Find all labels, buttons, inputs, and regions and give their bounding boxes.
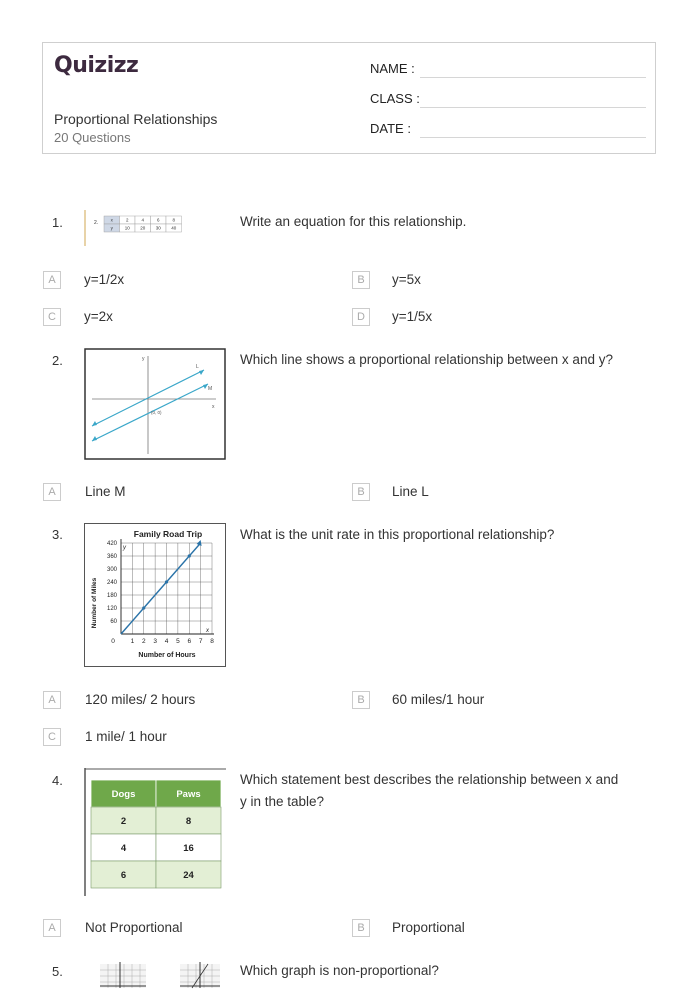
name-line[interactable] (420, 77, 646, 78)
family-road-trip-chart (84, 523, 226, 667)
worksheet-title: Proportional Relationships (54, 111, 218, 127)
q4-option-a-box[interactable]: A (43, 919, 61, 937)
q1-table-label: 2. (94, 220, 99, 226)
question-2-graph (84, 348, 226, 465)
q1-option-c-text[interactable]: y=2x (84, 309, 113, 324)
question-4-text-line-2: y in the table? (240, 794, 325, 809)
q2-line-label-l: L (196, 364, 199, 370)
q1-table-cell: 30 (155, 225, 161, 231)
q4-option-a-text[interactable]: Not Proportional (85, 920, 183, 935)
chart-x-tick-label: 1 (130, 638, 135, 645)
chart-y-tick-label: 240 (106, 580, 117, 586)
q1-table-cell: 4 (141, 217, 145, 223)
q4-option-b-box[interactable]: B (352, 919, 370, 937)
q3-option-a-box[interactable]: A (43, 691, 61, 709)
q1-option-a-text[interactable]: y=1/2x (84, 272, 125, 287)
question-4-text-line-1: Which statement best describes the relationship between x and (240, 772, 619, 787)
class-line[interactable] (420, 107, 646, 108)
q4-cell-text: 8 (185, 816, 192, 827)
q1-option-b-text[interactable]: y=5x (392, 272, 421, 287)
class-field[interactable] (370, 91, 420, 106)
quizizz-logo: Quizizz (54, 53, 139, 78)
q2-y-axis-label: y (142, 356, 145, 362)
q4-cell-text: 6 (120, 870, 127, 881)
q1-table-cell: x (110, 217, 113, 223)
q4-cell-text: 4 (120, 843, 127, 854)
chart-x-tick-label: 4 (164, 638, 169, 645)
q1-table-cell: 10 (124, 225, 130, 231)
chart-y-tick-label: 300 (106, 567, 117, 573)
q1-table-cell: 20 (140, 225, 146, 231)
q2-option-a-text[interactable]: Line M (85, 484, 126, 499)
q1-table-cell: 2 (125, 217, 129, 223)
date-field[interactable] (370, 121, 411, 136)
q2-option-b-box[interactable]: B (352, 483, 370, 501)
question-2-graph-svg (84, 348, 226, 460)
q4-header-text: Paws (176, 789, 201, 800)
question-1-text: Write an equation for this relationship. (240, 214, 467, 229)
question-3-text: What is the unit rate in this proportional relationship? (240, 527, 555, 542)
q5-graph-2 (180, 962, 220, 988)
q1-option-a-box[interactable]: A (43, 271, 61, 289)
q5-graph-1 (100, 962, 146, 988)
question-1-number: 1. (52, 215, 63, 230)
q3-option-c-box[interactable]: C (43, 728, 61, 746)
chart-x-label: Number of Hours (138, 652, 196, 659)
q1-option-d-text[interactable]: y=1/5x (392, 309, 433, 324)
chart-y-tick-label: 120 (106, 606, 117, 612)
q1-table-cell: 6 (156, 217, 160, 223)
question-1-image (84, 208, 214, 246)
class-label: CLASS : (370, 91, 420, 106)
question-1-table-image (84, 208, 214, 246)
chart-y-axis-letter: y (123, 545, 126, 551)
chart-data-point (142, 606, 145, 609)
question-4-table-image (84, 768, 226, 901)
question-4-text (240, 769, 618, 813)
question-5-number: 5. (52, 964, 63, 979)
name-label: NAME : (370, 61, 415, 76)
q2-option-a-box[interactable]: A (43, 483, 61, 501)
worksheet-header (42, 42, 656, 154)
q4-cell-text: 2 (120, 816, 127, 827)
chart-y-tick-label: 360 (106, 554, 117, 560)
chart-x-tick-label: 8 (210, 638, 214, 645)
q3-option-a-text[interactable]: 120 miles/ 2 hours (85, 692, 196, 707)
q2-origin-label: (0, 0) (151, 410, 162, 415)
q4-cell-text: 24 (183, 870, 194, 881)
q1-option-c-box[interactable]: C (43, 308, 61, 326)
chart-x-tick-label: 0 (111, 638, 115, 645)
question-3-number: 3. (52, 527, 63, 542)
question-5-graphs (84, 958, 234, 995)
question-5-graphs-svg (84, 958, 234, 990)
q4-option-b-text[interactable]: Proportional (392, 920, 465, 935)
name-field[interactable] (370, 61, 415, 76)
question-2-number: 2. (52, 353, 63, 368)
q2-line-label-m: M (208, 386, 213, 392)
q2-x-axis-label: x (212, 404, 215, 410)
chart-title: Family Road Trip (133, 529, 203, 539)
q1-table-cell: 40 (171, 225, 177, 231)
chart-y-tick-label: 180 (106, 593, 117, 599)
chart-data-point (188, 554, 191, 557)
date-label: DATE : (370, 121, 411, 136)
question-count: 20 Questions (54, 130, 131, 145)
q1-table-cell: y (110, 225, 113, 231)
date-line[interactable] (420, 137, 646, 138)
chart-x-tick-label: 6 (187, 638, 192, 645)
q4-header-text: Dogs (111, 789, 136, 800)
chart-x-axis-letter: x (206, 628, 209, 634)
q3-option-b-text[interactable]: 60 miles/1 hour (392, 692, 485, 707)
question-2-text: Which line shows a proportional relationship between x and y? (240, 352, 613, 367)
dogs-paws-table (84, 768, 226, 896)
q1-table-cell: 8 (172, 217, 176, 223)
q3-option-b-box[interactable]: B (352, 691, 370, 709)
q4-cell-text: 16 (183, 843, 194, 854)
chart-y-label: Number of Miles (91, 577, 98, 629)
chart-y-tick-label: 60 (110, 619, 117, 625)
q1-option-d-box[interactable]: D (352, 308, 370, 326)
question-3-chart (84, 523, 226, 672)
chart-y-tick-label: 420 (106, 541, 117, 547)
q2-option-b-text[interactable]: Line L (392, 484, 429, 499)
question-4-number: 4. (52, 773, 63, 788)
chart-data-point (165, 580, 168, 583)
q3-option-c-text[interactable]: 1 mile/ 1 hour (85, 729, 167, 744)
q1-option-b-box[interactable]: B (352, 271, 370, 289)
chart-x-tick-label: 7 (198, 638, 203, 645)
chart-x-tick-label: 3 (153, 638, 157, 645)
chart-x-tick-label: 2 (141, 638, 146, 645)
question-5-text: Which graph is non-proportional? (240, 963, 439, 978)
chart-x-tick-label: 5 (176, 638, 180, 645)
